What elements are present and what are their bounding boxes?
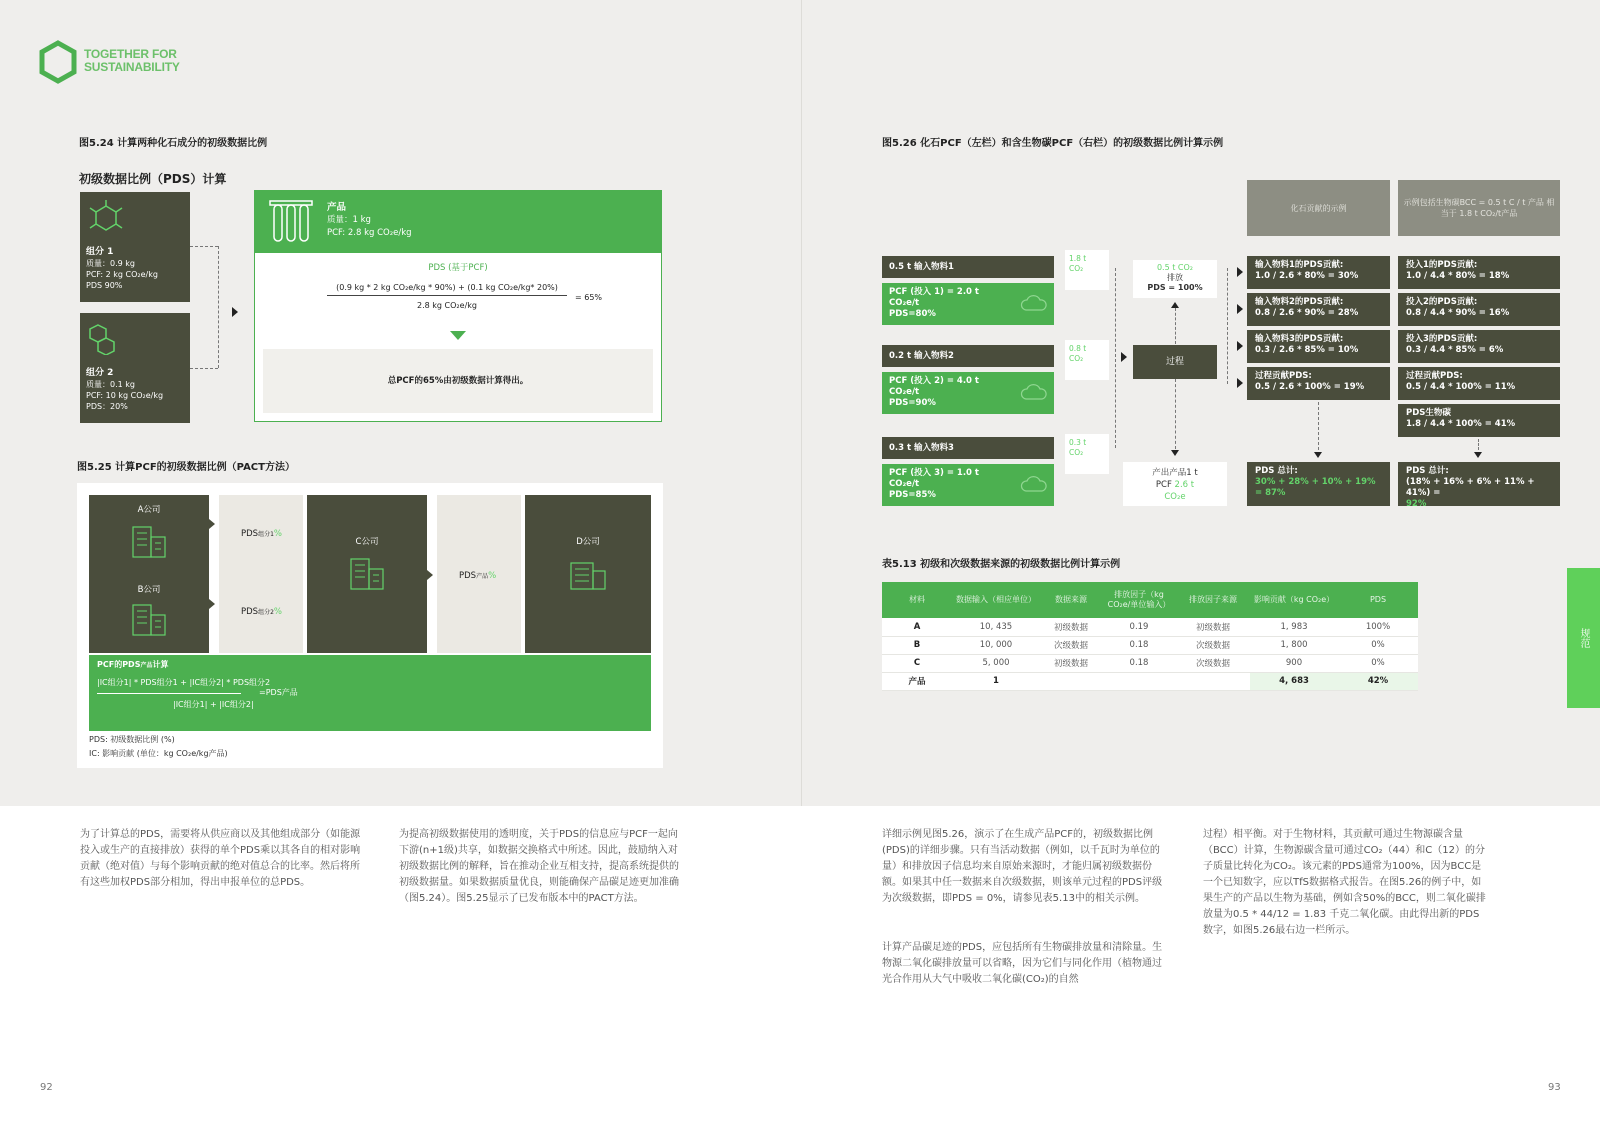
- molecule-icon: [88, 200, 124, 234]
- emission-box: 0.5 t CO₂ 排放 PDS = 100%: [1133, 260, 1217, 298]
- pds-product: PDS产品%: [459, 571, 497, 581]
- building-icon: [131, 523, 169, 559]
- cloud-co2-icon: [1020, 473, 1048, 495]
- input-3-bar: 0.3 t 输入物料3: [882, 437, 1054, 459]
- formula-numerator: (0.9 kg * 2 kg CO₂e/kg * 90%) + (0.1 kg CO₂e/kg* 20%): [336, 283, 558, 292]
- fig-5-25-caption: 图5.25 计算PCF的初级数据比例（PACT方法）: [77, 462, 295, 473]
- table-row: [882, 654, 1418, 672]
- cell: 42%: [1338, 672, 1418, 690]
- product-header: [255, 191, 661, 253]
- connector: [1115, 268, 1116, 448]
- fossil-pds-input-1: 输入物料1的PDS贡献: 1.0 / 2.6 * 80% = 30%: [1247, 256, 1390, 289]
- body-paragraph-1: 为了计算总的PDS，需要将从供应商以及其他组成部分（如能源投入或生产的直接排放）获得的单个PDS乘以其各自的相对影响贡献（绝对值）与每个影响贡献的绝对值总合的比率。然后将所有这些加权PDS部分相加，得出申报单位的总PDS。: [80, 829, 361, 888]
- th-material: 材料: [882, 582, 952, 618]
- cell: 初级数据: [1040, 654, 1102, 672]
- page-number-left: 92: [40, 1082, 53, 1093]
- body-paragraph-5: 过程）相平衡。对于生物材料，其贡献可通过生物源碳含量（BCC）计算，生物源碳含量可通过CO₂（44）和C（12）的分子质量比转化为CO₂。该元素的PDS通常为100%，因为BCC是一个已知数字，应以TfS数据格式报告。在图5.26的例子中，如果生产的产品以生物为基础，例如含50%的BCC，则二氧化碳排放量为0.5 * 44/12 = 1.83 千克二氧化碳。由此得出新的PDS数字，如图5.26最右边一栏所示。: [1203, 829, 1486, 936]
- input-2-pcf: PCF (投入 2) = 4.0 t CO₂e/t PDS=90%: [882, 372, 1054, 414]
- table-row: [882, 618, 1418, 636]
- building-icon: [349, 555, 387, 591]
- th-ef-source: 排放因子来源: [1176, 582, 1250, 618]
- arrow-right-icon: [1237, 341, 1243, 351]
- cell: 10, 000: [952, 636, 1040, 654]
- fossil-header: 化石贡献的示例: [1247, 180, 1390, 236]
- logo-line2: SUSTAINABILITY: [84, 60, 180, 74]
- page-number-right: 93: [1548, 1082, 1561, 1093]
- cell: B: [882, 636, 952, 654]
- pds-caption: PDS (基于PCF): [428, 263, 488, 273]
- cell: C: [882, 654, 952, 672]
- arrow-right-icon: [209, 599, 215, 609]
- test-tubes-icon: [269, 199, 313, 245]
- component-1-pcf: PCF: 2 kg CO₂e/kg: [86, 270, 158, 279]
- output-box: 产出产品1 t PCF 2.6 t CO₂e: [1123, 462, 1227, 506]
- logo-line1: TOGETHER FOR: [84, 47, 177, 61]
- arrow-right-icon: [1237, 304, 1243, 314]
- bio-pds-input-3: 投入3的PDS贡献: 0.3 / 4.4 * 85% = 6%: [1398, 330, 1560, 363]
- connector: [1318, 402, 1319, 450]
- component-2-mass: 质量：0.1 kg: [86, 380, 135, 389]
- process-box: 过程: [1133, 345, 1217, 379]
- pds-component-2: PDS组分2%: [241, 607, 282, 617]
- cell: 10, 435: [952, 618, 1040, 636]
- bio-pds-total: PDS 总计: (18% + 16% + 6% + 11% + 41%) = 92%: [1398, 462, 1560, 506]
- company-c-label: C公司: [355, 537, 379, 547]
- bio-pds-biocarbon: PDS生物碳 1.8 / 4.4 * 100% = 41%: [1398, 404, 1560, 437]
- page-gutter: [801, 0, 802, 806]
- connector: [1175, 379, 1176, 449]
- cell: 初级数据: [1040, 618, 1102, 636]
- product-panel: [254, 190, 662, 422]
- cell: 0%: [1338, 654, 1418, 672]
- cell: 0%: [1338, 636, 1418, 654]
- connector: [190, 368, 218, 369]
- pds-component-1: PDS组分1%: [241, 529, 282, 539]
- cell: 5, 000: [952, 654, 1040, 672]
- cell: 次级数据: [1176, 654, 1250, 672]
- logo: [38, 40, 178, 86]
- input-1-bar: 0.5 t 输入物料1: [882, 256, 1054, 278]
- building-icon: [131, 601, 169, 637]
- biogenic-header: 示例包括生物碳BCC = 0.5 t C / t 产品 相当于 1.8 t CO₂/t产品: [1398, 180, 1560, 236]
- company-d-label: D公司: [576, 537, 600, 547]
- table-header-row: [882, 582, 1418, 618]
- cell: 1, 800: [1250, 636, 1338, 654]
- connector: [190, 246, 218, 247]
- component-1-mass: 质量：0.9 kg: [86, 259, 135, 268]
- pds-components-column: [219, 495, 303, 653]
- cell: 次级数据: [1176, 636, 1250, 654]
- connector: [218, 246, 219, 368]
- cell: [1102, 672, 1176, 690]
- component-1-name: 组分 1: [86, 247, 114, 257]
- arrow-down-icon: [1474, 452, 1482, 458]
- hexagon-logo-icon: [38, 40, 78, 84]
- table-total-row: [882, 672, 1418, 690]
- product-pcf: PCF: 2.8 kg CO₂e/kg: [327, 228, 412, 238]
- input-1-pcf: PCF (投入 1) = 2.0 t CO₂e/t PDS=80%: [882, 283, 1054, 325]
- triangle-down-icon: [450, 331, 466, 340]
- th-impact: 影响贡献（kg CO₂e）: [1250, 582, 1338, 618]
- fossil-pds-input-2: 输入物料2的PDS贡献: 0.8 / 2.6 * 90% = 28%: [1247, 293, 1390, 326]
- fossil-pds-process: 过程贡献PDS: 0.5 / 2.6 * 100% = 19%: [1247, 367, 1390, 400]
- body-paragraph-3: 详细示例见图5.26，演示了在生成产品PCF的，初级数据比例(PDS)的详细步骤。只有当活动数据（例如，以千瓦时为单位的量）和排放因子信息均来自原始来源时，才能归属初级数据份额。如果其中任一数据来自次级数据，则该单元过程的PDS评级为次级数据，即PDS = 0%，请参见表5.13中的相关示例。: [882, 829, 1163, 904]
- cell: 初级数据: [1176, 618, 1250, 636]
- arrow-down-icon: [1314, 452, 1322, 458]
- company-ab-block: [89, 495, 209, 653]
- pds-product-column: [437, 495, 521, 653]
- product-name: 产品: [327, 202, 347, 213]
- fig-5-24-caption: 图5.24 计算两种化石成分的初级数据比例: [79, 138, 268, 149]
- formula-result: = 65%: [575, 293, 603, 302]
- section-side-tab[interactable]: 规范: [1567, 568, 1600, 708]
- cell: 0.19: [1102, 618, 1176, 636]
- input-3-co2: 0.3 t CO₂: [1065, 434, 1109, 474]
- cell: 次级数据: [1040, 636, 1102, 654]
- arrow-right-icon: [1237, 267, 1243, 277]
- company-c-block: [307, 495, 427, 653]
- molecule-icon: [88, 321, 118, 355]
- component-2-name: 组分 2: [86, 368, 114, 378]
- cell: 0.18: [1102, 654, 1176, 672]
- component-1-box: [80, 192, 190, 302]
- product-mass: 质量：1 kg: [327, 215, 371, 225]
- arrow-down-icon: [1171, 450, 1179, 456]
- formula-denominator: 2.8 kg CO₂e/kg: [417, 301, 477, 310]
- connector: [1478, 439, 1479, 450]
- pds-calc-subtitle: 初级数据比例（PDS）计算: [79, 172, 227, 186]
- summary-box: 总PCF的65%由初级数据计算得出。: [263, 349, 653, 413]
- factory-icon: [569, 555, 607, 591]
- connector: [1175, 308, 1176, 344]
- fossil-pds-total: PDS 总计: 30% + 28% + 10% + 19% = 87%: [1247, 462, 1390, 506]
- calc-denominator: |IC组分1| + |IC组分2|: [173, 700, 254, 709]
- bio-pds-process: 过程贡献PDS: 0.5 / 4.4 * 100% = 11%: [1398, 367, 1560, 400]
- th-input: 数据输入（相应单位）: [952, 582, 1040, 618]
- cloud-co2-icon: [1020, 292, 1048, 314]
- bio-pds-input-1: 投入1的PDS贡献: 1.0 / 4.4 * 80% = 18%: [1398, 256, 1560, 289]
- fraction-line: [327, 295, 567, 296]
- cell: 1: [952, 672, 1040, 690]
- cell: 1, 983: [1250, 618, 1338, 636]
- connector: [1227, 268, 1228, 384]
- component-2-pcf: PCF: 10 kg CO₂e/kg: [86, 391, 164, 400]
- th-source: 数据来源: [1040, 582, 1102, 618]
- arrow-right-icon: [1121, 352, 1127, 362]
- bio-pds-input-2: 投入2的PDS贡献: 0.8 / 4.4 * 90% = 16%: [1398, 293, 1560, 326]
- pact-diagram: [77, 483, 663, 768]
- cell: A: [882, 618, 952, 636]
- table-5-13-caption: 表5.13 初级和次级数据来源的初级数据比例计算示例: [882, 559, 1121, 570]
- component-2-box: [80, 313, 190, 423]
- company-a-label: A公司: [137, 505, 161, 515]
- input-2-bar: 0.2 t 输入物料2: [882, 345, 1054, 367]
- component-2-pds: PDS：20%: [86, 402, 128, 411]
- fraction-line: [97, 693, 241, 694]
- cell: 4, 683: [1250, 672, 1338, 690]
- calc-result: =PDS产品: [259, 688, 298, 697]
- cell: 100%: [1338, 618, 1418, 636]
- th-pds: PDS: [1338, 582, 1418, 618]
- input-2-co2: 0.8 t CO₂: [1065, 340, 1109, 380]
- component-1-pds: PDS 90%: [86, 281, 123, 290]
- cell: 产品: [882, 672, 952, 690]
- table-row: [882, 636, 1418, 654]
- arrow-right-icon: [232, 307, 238, 317]
- company-b-label: B公司: [137, 585, 161, 595]
- cell: 900: [1250, 654, 1338, 672]
- arrow-right-icon: [1237, 378, 1243, 388]
- calc-numerator: |IC组分1| * PDS组分1 + |IC组分2| * PDS组分2: [97, 678, 271, 687]
- arrow-right-icon: [209, 519, 215, 529]
- cell: [1040, 672, 1102, 690]
- body-paragraph-4: 计算产品碳足迹的PDS，应包括所有生物碳排放量和清除量。生物源二氧化碳排放量可以省略，因为它们与同化作用（植物通过光合作用从大气中吸收二氧化碳(CO₂)的自然: [882, 942, 1163, 985]
- calc-title: PCF的PDS产品计算: [97, 660, 169, 669]
- fig-5-26-caption: 图5.26 化石PCF（左栏）和含生物碳PCF（右栏）的初级数据比例计算示例: [882, 138, 1224, 149]
- cell: [1176, 672, 1250, 690]
- th-emission-factor: 排放因子（kg CO₂e/单位输入）: [1102, 582, 1176, 618]
- note-ic: IC: 影响贡献 (单位：kg CO₂e/kg产品): [89, 749, 228, 758]
- fossil-pds-input-3: 输入物料3的PDS贡献: 0.3 / 2.6 * 85% = 10%: [1247, 330, 1390, 363]
- cell: 0.18: [1102, 636, 1176, 654]
- company-d-block: [525, 495, 651, 653]
- pcf-pds-calc-box: [89, 655, 651, 731]
- input-3-pcf: PCF (投入 3) = 1.0 t CO₂e/t PDS=85%: [882, 464, 1054, 506]
- body-paragraph-2: 为提高初级数据使用的透明度，关于PDS的信息应与PCF一起向下游(n+1级)共享，如数据交换格式中所述。因此，鼓励纳入对初级数据比例的解释，旨在推动企业互相支持，提高系统提供的初级数据量。如果数据质量优良，则能确保产品碳足迹更加准确（图5.24）。图5.25显示了已发布版本中的PACT方法。: [399, 829, 679, 904]
- note-pds: PDS: 初级数据比例 (%): [89, 735, 175, 744]
- cloud-co2-icon: [1020, 381, 1048, 403]
- pds-table: [882, 582, 1418, 691]
- input-1-co2: 1.8 t CO₂: [1065, 250, 1109, 290]
- arrow-right-icon: [427, 570, 433, 580]
